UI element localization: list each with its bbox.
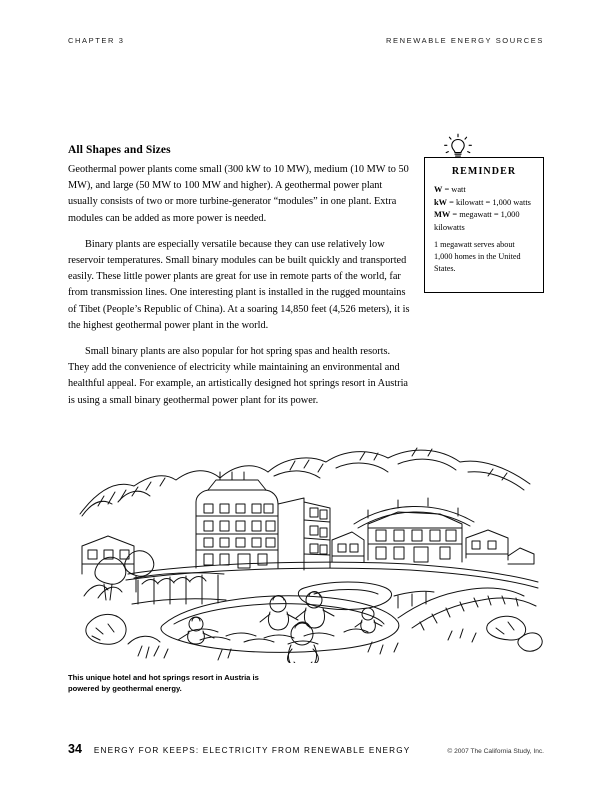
page-number: 34 (68, 742, 82, 756)
paragraph-2: Binary plants are especially versatile because they can use relatively low reservoir temperatures. Small binary modules can be built quickly and transported easily. These little power plants are great for use in remote parts of the world, far from transmission lines. One interesting plant is installed in the rugged mountains of Tibet (People’s Republic of China). At a soaring 14,850 feet (4,526 meters), it is the highest geothermal power plant in the world. (68, 238, 410, 331)
page-title: All Shapes and Sizes (68, 144, 171, 156)
reminder-term-kw: kW (434, 197, 448, 207)
figure-caption: This unique hotel and hot springs resort in Austria is powered by geothermal energy. (68, 673, 259, 693)
body-column (68, 144, 410, 419)
reminder-line-kw (434, 197, 534, 210)
reminder-term-w: W (434, 185, 443, 194)
running-head-section: RENEWABLE ENERGY SOURCES (385, 36, 544, 45)
paragraph-3: Small binary plants are also popular for hot spring spas and health resorts. They add the convenience of electricity while maintaining an environmental and healthful appeal. For example, an artistically designed hot springs resort in Austria is using a small binary geothermal power plant for its power. (68, 346, 408, 406)
reminder-box (424, 157, 544, 293)
running-head-chapter: CHAPTER 3 (68, 36, 125, 45)
reminder-term-mw: MW (434, 210, 451, 220)
reminder-note: 1 megawatt serves about 1,000 homes in the United States. (434, 240, 521, 273)
footer-book-title: ENERGY FOR KEEPS: ELECTRICITY FROM RENEWABLE ENERGY (93, 746, 411, 755)
hot-springs-resort-illustration (68, 428, 544, 663)
paragraph-1: Geothermal power plants come small (300 kW to 10 MW), medium (10 MW to 50 MW), and large (50 MW to 100 MW and higher). A geothermal power plant usually consists of two or more turbine-generator “modules” in one plant. Extra modules can be added as more power is needed. (68, 164, 409, 224)
copyright-notice: © 2007 The California Study, Inc. (447, 748, 544, 755)
reminder-line-w (434, 184, 534, 197)
reminder-def-kw: = kilowatt = 1,000 watts (449, 197, 531, 207)
reminder-line-mw (434, 209, 534, 234)
reminder-title: REMINDER (451, 166, 517, 177)
reminder-def-mw: = megawatt = 1,000 kilowatts (434, 210, 520, 232)
running-head (68, 36, 544, 45)
reminder-def-w: = watt (444, 185, 466, 194)
page-footer (68, 742, 544, 756)
